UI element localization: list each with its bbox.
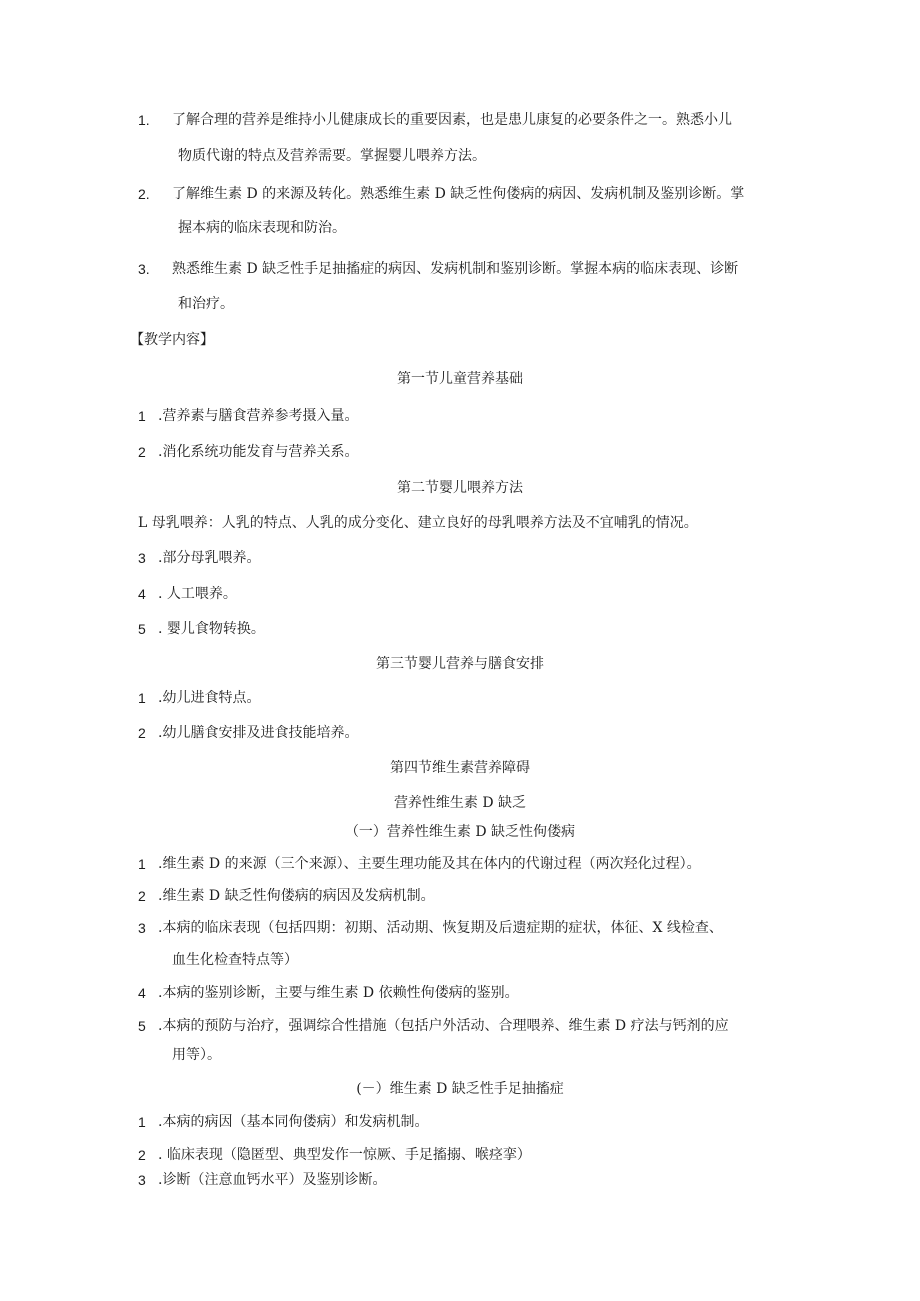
objective-text-continued: 物质代谢的特点及营养需要。掌握婴儿喂养方法。 (178, 148, 486, 164)
list-item: .营养素与膳食营养参考摄入量。 (158, 408, 359, 424)
list-item: .维生素 D 的来源（三个来源）、主要生理功能及其在体内的代谢过程（两次羟化过程）。 (158, 856, 701, 872)
objective-number: 2. (138, 186, 150, 202)
section-subtitle: 营养性维生素 D 缺乏 (393, 795, 527, 811)
list-item-continued: 用等）。 (172, 1047, 221, 1063)
list-item-number: 1 (138, 1114, 146, 1130)
list-item-number: 1 (138, 408, 146, 424)
list-item: .幼儿膳食安排及进食技能培养。 (158, 725, 359, 741)
list-item-number: 1 (138, 690, 146, 706)
list-item: .本病的病因（基本同佝偻病）和发病机制。 (158, 1114, 429, 1130)
objective-text: 了解维生素 D 的来源及转化。熟悉维生素 D 缺乏性佝偻病的病因、发病机制及鉴别诊断。掌 (172, 186, 745, 202)
list-item-number: 5 (138, 1018, 146, 1034)
list-item: .本病的鉴别诊断，主要与维生素 D 依赖性佝偻病的鉴别。 (158, 985, 519, 1001)
list-item-number: 5 (138, 621, 146, 637)
list-item-number: 2 (138, 888, 146, 904)
list-item-number: 1 (138, 856, 146, 872)
list-item: .本病的预防与治疗，强调综合性措施（包括户外活动、合理喂养、维生素 D 疗法与钙剂的应 (158, 1018, 729, 1034)
list-item-number: 4 (138, 985, 146, 1001)
list-item-number: 3 (138, 1172, 146, 1188)
objective-text-continued: 和治疗。 (178, 296, 234, 312)
objective-number: 1. (138, 112, 150, 128)
list-item-number: 2 (138, 444, 146, 460)
objective-number: 3. (138, 261, 150, 277)
objective-text: 熟悉维生素 D 缺乏性手足抽搐症的病因、发病机制和鉴别诊断。掌握本病的临床表现、诊断 (172, 261, 739, 277)
section-title: 第一节儿童营养基础 (397, 371, 523, 387)
list-item: . 人工喂养。 (158, 586, 237, 602)
list-item-number: 3 (138, 550, 146, 566)
list-item-number: 2 (138, 1147, 146, 1163)
list-item-number: 2 (138, 725, 146, 741)
subsection-title: (－）维生素 D 缺乏性手足抽搐症 (356, 1081, 564, 1097)
subsection-title: （一）营养性维生素 D 缺乏性佝偻病 (344, 824, 576, 840)
list-item: .诊断（注意血钙水平）及鉴别诊断。 (158, 1172, 387, 1188)
list-item: . 临床表现（隐匿型、典型发作一惊厥、手足搐搦、喉痉挛） (158, 1147, 531, 1163)
list-item: . 婴儿食物转换。 (158, 621, 265, 637)
list-item: .消化系统功能发育与营养关系。 (158, 444, 359, 460)
list-item: .本病的临床表现（包括四期：初期、活动期、恢复期及后遗症期的症状，体征、X 线检查、 (158, 920, 723, 936)
list-item: .幼儿进食特点。 (158, 690, 261, 706)
section-title: 第二节婴儿喂养方法 (397, 480, 523, 496)
list-item: L 母乳喂养：人乳的特点、人乳的成分变化、建立良好的母乳喂养方法及不宜哺乳的情况。 (138, 515, 698, 531)
list-item-number: 3 (138, 920, 146, 936)
objective-text-continued: 握本病的临床表现和防治。 (178, 220, 346, 236)
list-item: .部分母乳喂养。 (158, 550, 261, 566)
list-item-number: 4 (138, 586, 146, 602)
content-heading: 【教学内容】 (130, 332, 214, 348)
list-item-continued: 血生化检查特点等） (172, 952, 298, 968)
section-title: 第三节婴儿营养与膳食安排 (376, 656, 544, 672)
list-item: .维生素 D 缺乏性佝偻病的病因及发病机制。 (158, 888, 435, 904)
objective-text: 了解合理的营养是维持小儿健康成长的重要因素，也是患儿康复的必要条件之一。熟悉小儿 (172, 112, 732, 128)
section-title: 第四节维生素营养障碍 (390, 760, 530, 776)
